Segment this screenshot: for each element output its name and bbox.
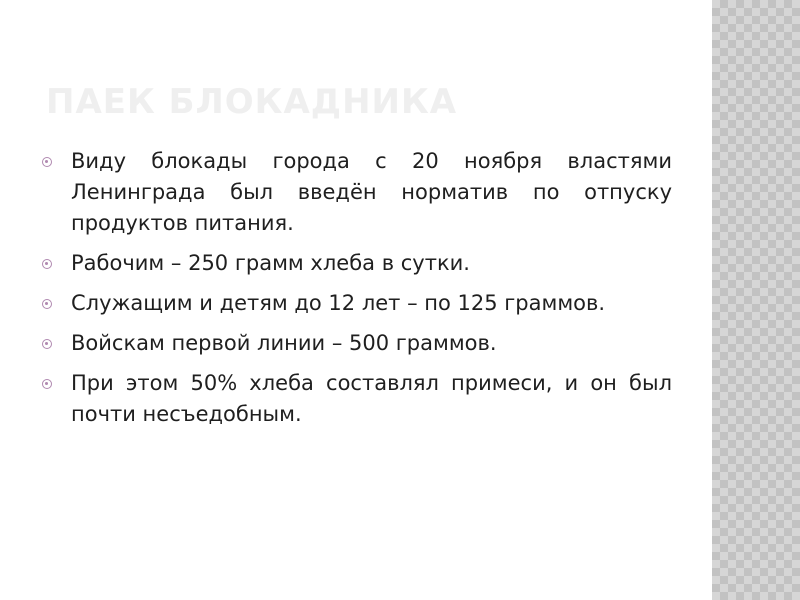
bullet-item [40,288,672,319]
decorative-side-pattern [712,0,800,600]
bullet-text: Служащим и детям до 12 лет – по 125 граммов. [71,291,606,315]
bullet-item [40,146,672,239]
bullet-item [40,328,672,359]
bullet-item [40,368,672,430]
bullet-item [40,248,672,279]
circle-bullet-icon [42,339,52,349]
circle-bullet-icon [42,299,52,309]
bullet-text: Рабочим – 250 грамм хлеба в сутки. [71,251,470,275]
circle-bullet-icon [42,157,52,167]
circle-bullet-icon [42,259,52,269]
bullet-text: При этом 50% хлеба составлял примеси, и он был почти несъедобным. [71,371,672,426]
circle-bullet-icon [42,379,52,389]
bullet-text: Виду блокады города с 20 ноября властями Ленинграда был введён норматив по отпуску продуктов питания. [71,149,672,235]
bullet-list [40,146,672,439]
bullet-text: Войскам первой линии – 500 граммов. [71,331,497,355]
slide-title: ПАЕК БЛОКАДНИКА [46,82,458,122]
